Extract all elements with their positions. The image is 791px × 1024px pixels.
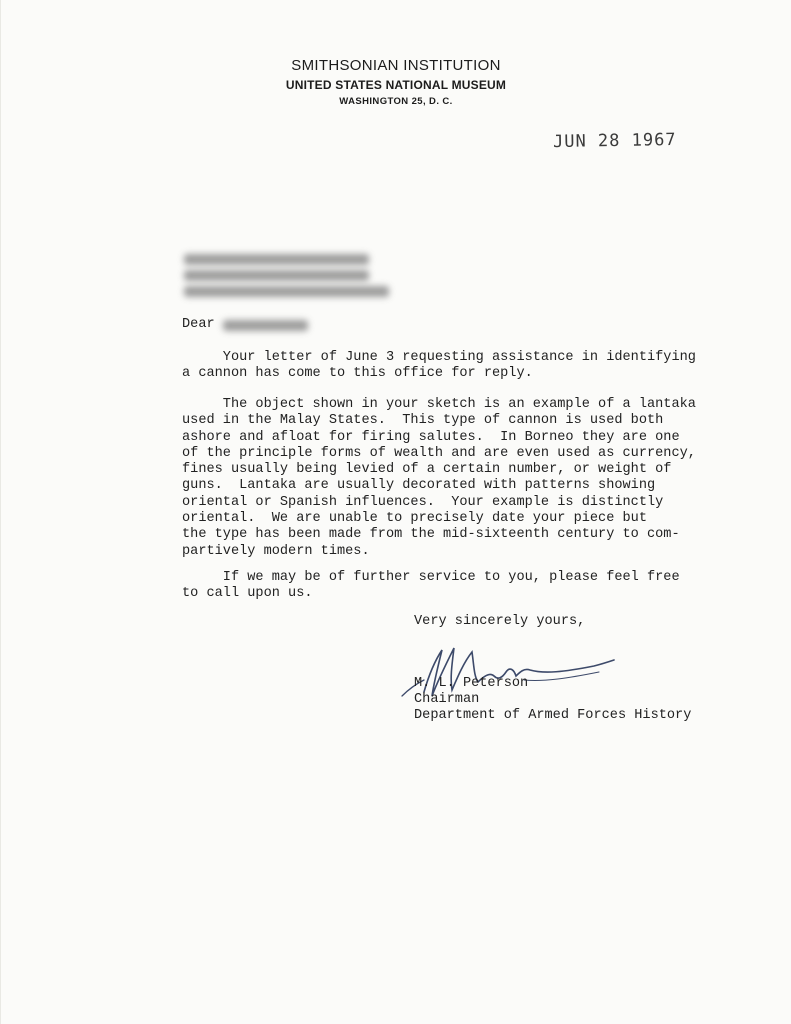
salutation [182,317,215,333]
body-paragraph-3: If we may be of further service to you, please feel free to call upon us. [182,570,680,602]
signer-title: Chairman [414,692,480,707]
redacted-line [184,270,369,281]
body-paragraph-1: Your letter of June 3 requesting assistance in identifying a cannon has come to this office for reply. [182,350,696,382]
letterhead-address: WASHINGTON 25, D. C. [339,96,453,107]
letterhead-museum: UNITED STATES NATIONAL MUSEUM [285,78,507,92]
body-paragraph-2: The object shown in your sketch is an example of a lantaka used in the Malay States. This type of cannon is used both ashore and afloat for firing salutes. In Borneo they are one of the principle forms of wealth and are even used as currency, fines usually being levied of a certain number, or weight of guns. Lantaka are usually decorated with patterns showing oriental or Spanish influences. Your example is distinctly oriental. We are unable to precisely date your piece but the type has been made from the mid-sixteenth century to com- partively modern times. [182,397,696,559]
closing: Very sincerely yours, [414,614,586,629]
redacted-line [184,286,389,297]
salutation-text: Dear [182,317,215,332]
redacted-line [184,254,369,265]
signer-department: Department of Armed Forces History [414,708,692,723]
letterhead-institution: SMITHSONIAN INSTITUTION [291,57,501,74]
redacted-recipient-name [223,320,308,331]
signer-name: M. L. Peterson [414,676,529,691]
date-stamp: JUN 28 1967 [552,129,677,153]
